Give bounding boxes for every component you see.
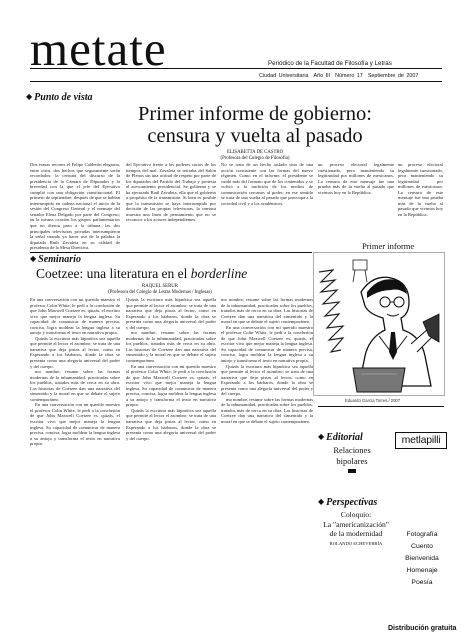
lead-author: ELISABETTA DE CASTRO bbox=[226, 150, 284, 155]
metlapilli-item[interactable]: Poesía bbox=[411, 579, 433, 586]
seminario-paragraph: Quizás la escritura más hipnótica sea aquella que permite al lector el asombro; se trata de una narrativa que deja pistas al lector, como en Esperando a los bárbaros, donde la obra se presenta como una alegoría universal del poder y del cuerpo. bbox=[30, 335, 120, 369]
seminario-column-2 bbox=[126, 297, 216, 629]
seminario-column-3 bbox=[221, 297, 313, 629]
lead-column-5 bbox=[398, 162, 443, 232]
lead-column-4 bbox=[318, 162, 394, 228]
perspectivas-title-line1: Coloquio: bbox=[340, 510, 372, 519]
editorial-title-line2: bipolares bbox=[336, 456, 368, 466]
distribution-notice: Distribución gratuita bbox=[388, 625, 457, 632]
lead-column-1 bbox=[30, 162, 120, 252]
seminario-paragraph: mo nombre, resume sobre las formas modernas de la inhumanidad, practicadas sobre los pueblos, tratados más de cerca en su obra. Las historias de Coetzee dan una narrativa del sinsentido y la moral en que se debate el sujeto contemporáneo. bbox=[126, 330, 216, 364]
seminario-paragraph: En una conversación con mi querido maestro el profesor Colin White, le pedí a la conclusión de que John Maxwell Coetzee es, quizás, el escritor vivo que mejor maneja la lengua inglesa. Su capacidad de comunicar de manera precisa, concisa, logra moldear la lengua inglesa a su antojo y transforma el texto en narrativa propia. bbox=[126, 363, 216, 408]
perspectivas-author: ROLANDO ECHEVERRÍA bbox=[329, 540, 383, 546]
seminario-title: Coetzee: una literatura en el bbox=[36, 266, 188, 281]
seminario-author: RAQUEL SERUR bbox=[142, 284, 178, 289]
diamond-icon: ◆ bbox=[318, 497, 325, 506]
lead-section-label: ◆ Punto de vista bbox=[26, 92, 93, 103]
seminario-paragraph: Quizás la escritura más hipnótica sea aquella que permite al lector el asombro; se trata de una narrativa que deja pistas al lector, como en Esperando a los bárbaros, donde la obra se presenta como una alegoría universal del poder y del cuerpo. bbox=[126, 297, 216, 330]
lead-paragraph: No se trata de un hecho aislado sino de una acción consistente con las formas del nuevo régimen. Como en el informe, el presidente se cuidó más del formato que de los contenidos y se volvió a la tradición de los medios de comunicación cercanos al poder; en ese sentido se trata de una vuelta al pasado que preocupa a la sociedad civil y a los académicos. bbox=[221, 162, 313, 206]
issue-info bbox=[259, 73, 418, 79]
lead-byline bbox=[160, 150, 350, 162]
metlapilli-logo: metlapilli bbox=[395, 432, 447, 449]
perspectivas-title-line2: La "americanización" bbox=[323, 519, 389, 529]
seminario-paragraph: mo nombre, resume sobre las formas modernas de la inhumanidad, practicadas sobre los pueblos, tratados más de cerca en su obra. Las historias de Coetzee dan una narrativa del sinsentido y la moral en que se debate el sujeto contemporáneo. bbox=[30, 369, 120, 402]
perspectivas-section-label: ◆ Perspectivas bbox=[318, 497, 378, 508]
seminario-headline bbox=[36, 266, 247, 282]
metlapilli-item[interactable]: Bienvenida bbox=[405, 555, 439, 562]
lead-paragraph: un proceso electoral legalmente cuestionado, pero manteniendo su legitimidad por millones de mexicanos. La censura de este mensaje fue una prueba más de la vuelta al pasado que vivimos hoy en la República. bbox=[398, 162, 443, 217]
seminario-column-1 bbox=[30, 297, 120, 629]
seminario-top-rule bbox=[30, 252, 312, 253]
perspectivas-title-line3: de la modernidad bbox=[329, 529, 383, 539]
diamond-icon: ◆ bbox=[30, 254, 37, 263]
masthead-subtitle: Periódico de la Facultad de Filosofía y Letras bbox=[268, 60, 392, 67]
masthead-logo: metate bbox=[30, 21, 167, 76]
masthead-bottom-rule bbox=[30, 81, 442, 82]
metlapilli-items bbox=[390, 531, 454, 591]
seminario-byline bbox=[60, 284, 260, 296]
issue-date: Septiembre de 2007 bbox=[367, 73, 419, 79]
lead-headline-line2: censura y vuelta al pasado bbox=[147, 125, 363, 147]
issue-number: Número 17 bbox=[335, 73, 363, 79]
metlapilli-sidebar bbox=[395, 432, 447, 449]
masthead-top-rule bbox=[30, 68, 442, 69]
metlapilli-item[interactable]: Fotografía bbox=[406, 531, 438, 538]
lead-affiliation: (Profesora del Colegio de Filosofía) bbox=[220, 156, 290, 161]
lead-headline-line1: Primer informe de gobierno: bbox=[138, 103, 372, 125]
seminario-paragraph: Quizás la escritura más hipnótica sea aquella que permite al lector el asombro; se trata de una narrativa que deja pistas al lector, como en Esperando a los bárbaros, donde la obra se presenta como una alegoría universal del poder y del cuerpo. bbox=[126, 407, 216, 441]
lead-headline bbox=[90, 103, 420, 147]
issue-location: Ciudad Universitaria bbox=[259, 73, 309, 79]
seminario-paragraph: mo nombre, resume sobre las formas modernas de la inhumanidad, practicadas sobre los pueblos, tratados más de cerca en su obra. Las historias de Coetzee dan una narrativa del sinsentido y la moral en que se debate el sujeto contemporáneo. bbox=[221, 297, 313, 325]
diamond-icon: ◆ bbox=[318, 432, 325, 441]
seminario-paragraph: Quizás la escritura más hipnótica sea aquella que permite al lector el asombro; se trata de una narrativa que deja pistas al lector, como en Esperando a los bárbaros, donde la obra se presenta como una alegoría universal del poder y del cuerpo. bbox=[221, 363, 313, 397]
seminario-paragraph: En una conversación con mi querido maestro el profesor Colin White, le pedí a la conclusión de que John Maxwell Coetzee es, quizás, el escritor vivo que mejor maneja la lengua inglesa. Su capacidad de comunicar de manera precisa, concisa, logra moldear la lengua inglesa a su antojo y transforma el texto en narrativa propia. bbox=[30, 402, 120, 447]
editorial-title-line1: Relaciones bbox=[333, 445, 371, 455]
cartoon-drawing bbox=[313, 252, 445, 396]
seminario-paragraph: En una conversación con mi querido maestro el profesor Colin White, le pedí a la conclusión de que John Maxwell Coetzee es, quizás, el escritor vivo que mejor maneja la lengua inglesa. Su capacidad de comunicar de manera precisa, concisa, logra moldear la lengua inglesa a su antojo y transforma el texto en narrativa propia. bbox=[30, 297, 120, 336]
cartoon-illustration bbox=[313, 252, 445, 396]
seminario-paragraph: En una conversación con mi querido maestro el profesor Colin White, le pedí a la conclusión de que John Maxwell Coetzee es, quizás, el escritor vivo que mejor maneja la lengua inglesa. Su capacidad de comunicar de manera precisa, concisa, logra moldear la lengua inglesa a su antojo y transforma el texto en narrativa propia. bbox=[221, 324, 313, 364]
perspectivas-block bbox=[318, 497, 394, 546]
lead-paragraph: Dos reasas recoses el Felipe Calderón elegaron, entre otros, dos hechos que seguramente serán recordados: la censura del discurso de la presidencia de la Cámara de Diputados y la brevedad con la que el jefe del Ejecutivo cumplió con una obligación constitucional. El primero de septiembre, después de que se habían interrumpido en cadena nacional el inicio de la sesión del Congreso General y el mensaje del senador Elena Delgado por parte del Congreso; en la misma ocasión los grupos parlamentarios que no dieron paso a la tribuna, las dos principales televisoras privadas interrumpieron la señal cuando ya hacer uso de la palabra la diputada Ruth Zavaleta en su calidad de presidenta de la Mesa Directiva. bbox=[30, 162, 120, 251]
figure-heading: Primer informe bbox=[362, 241, 415, 251]
seminario-title-italic: borderline bbox=[190, 266, 248, 281]
editorial-section-label: ◆ Editorial bbox=[318, 432, 363, 443]
editorial-block bbox=[318, 432, 386, 473]
issue-year: Año III bbox=[313, 73, 331, 79]
masthead bbox=[0, 0, 469, 88]
right-panel-divider bbox=[318, 406, 444, 407]
metlapilli-item[interactable]: Cuento bbox=[411, 543, 433, 550]
metlapilli-item[interactable]: Homenaje bbox=[406, 567, 438, 574]
lead-paragraph: un proceso electoral legalmente cuestionado, pero manteniendo su legitimidad por millones de mexicanos. La censura de este mensaje fue una prueba más de la vuelta al pasado que vivimos hoy en la República. bbox=[318, 162, 394, 195]
lead-column-2 bbox=[126, 162, 216, 252]
lead-column-3 bbox=[221, 162, 313, 252]
diamond-icon: ◆ bbox=[26, 92, 33, 101]
editorial-page-marker bbox=[348, 469, 356, 473]
lead-paragraph: del Ejecutivo frente a los poderes cortos de los tiempos del mal. Zavaleta se retiraba del Salón de Plenos sin una actitud de respeto por parte de los diputados del Partido del Trabajo y protesta al acercamiento presidencial. Se gobierna y se ha ejecutado Raúl Zavaleta, ella que el gobierno a propósito de la transmisión. Si bien es posible que la transmisión se haya interrumpido por decisión de las propias televisoras, la censura muestra una línea de pensamiento que no se reconoce a los actores independientes. bbox=[126, 162, 216, 223]
seminario-section-label: ◆ Seminario bbox=[30, 254, 81, 265]
seminario-affiliation: (Profesora del Colegio de Letras Modernas / Inglesas) bbox=[108, 290, 212, 295]
figure-caption: Eduardo García Torres / 2007 bbox=[345, 398, 401, 403]
seminario-paragraph: mo nombre, resume sobre las formas modernas de la inhumanidad, practicadas sobre los pueblos, tratados más de cerca en su obra. Las historias de Coetzee dan una narrativa del sinsentido y la moral en que se debate el sujeto contemporáneo. bbox=[221, 396, 313, 425]
